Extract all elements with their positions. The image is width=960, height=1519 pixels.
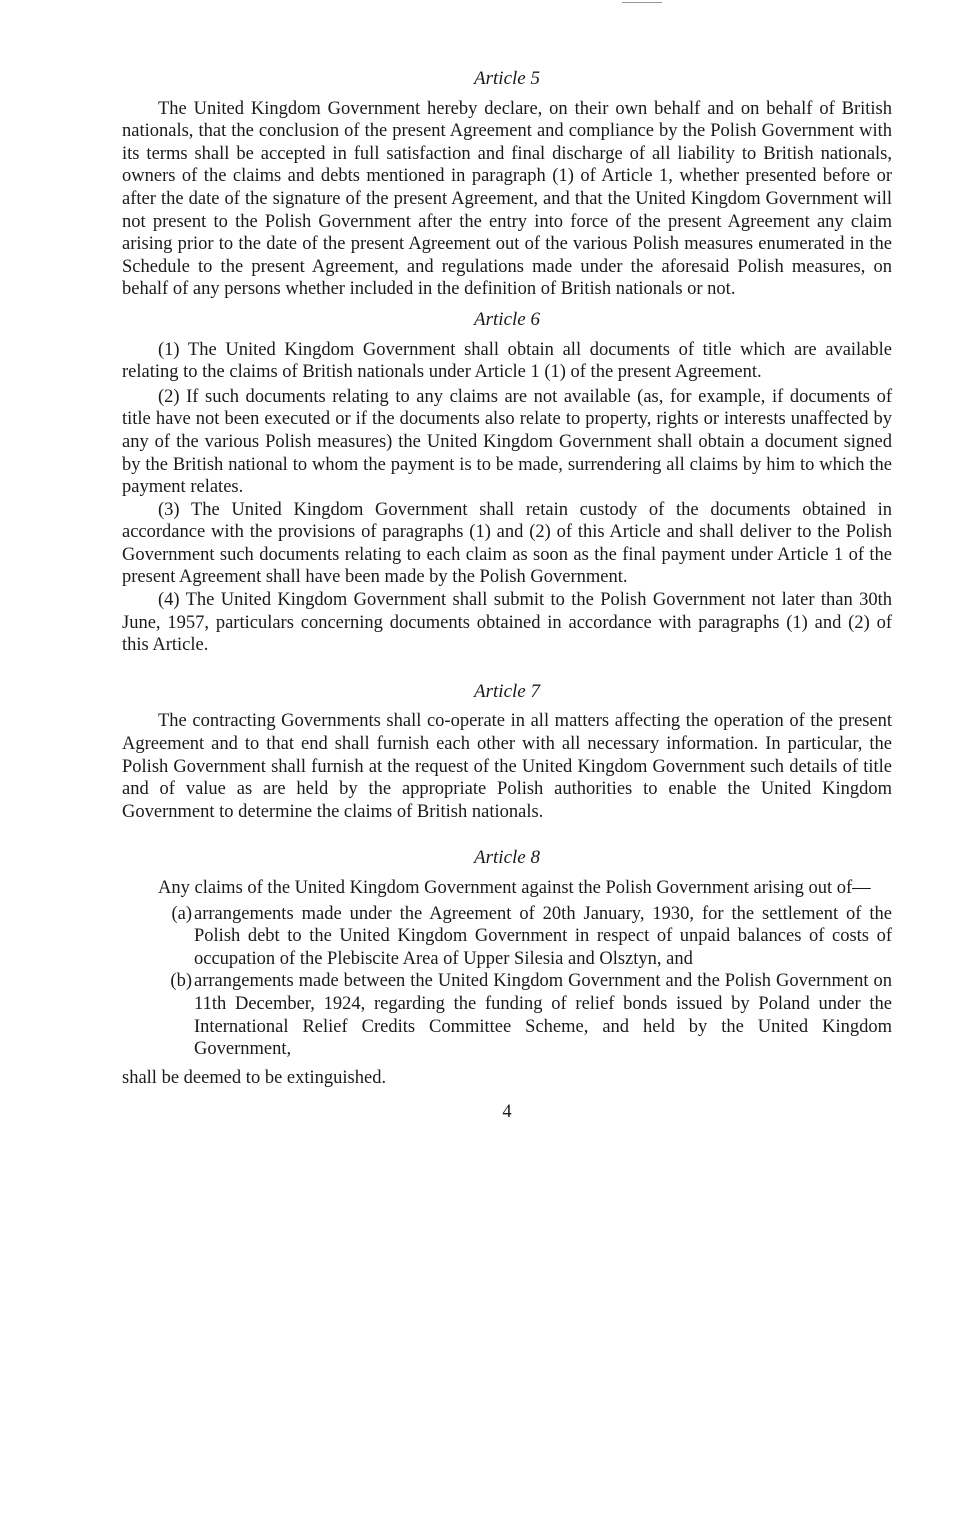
article-7-text: The contracting Governments shall co-operate in all matters affecting the operation of the present Agreement and to that end shall furnish each other with all necessary information. In particular, the Polish Government shall furnish at the request of the United Kingdom Government such details of title and of value as are held by the appropriate Polish authorities to enable the United Kingdom Government to determine the claims of British nationals. [122,711,892,822]
list-item-label: (b) [170,971,192,992]
list-item-text: arrangements made under the Agreement of 20th January, 1930, for the settlement of the Polish debt to the United Kingdom Government in respect of unpaid balances of costs of occupation of the Plebiscite Area of Upper Silesia and Olsztyn, and [194,903,892,969]
article-6-paragraph-2: (2) If such documents relating to any claims are not available (as, for example, if documents of title have not been executed or if the documents also relate to property, rights or interests unaffected by any of the various Polish measures) the United Kingdom Government shall obtain a document signed by the British national to whom the payment is to be made, surrendering all claims by him to which the payment relates. [122,386,892,498]
document-page [122,68,892,1124]
article-8-heading: Article 8 [474,847,540,869]
article-7-heading: Article 7 [474,680,540,702]
article-8-closing: shall be deemed to be extinguished. [122,1067,387,1088]
list-item [122,970,892,1060]
list-item [122,903,892,971]
article-6-paragraph-1: (1) The United Kingdom Government shall obtain all documents of title which are available relating to the claims of British nationals under Article 1 (1) of the present Agreement. [122,339,892,383]
scan-mark [622,2,662,3]
article-8-list [122,903,892,1061]
list-item-label: (a) [171,903,192,924]
article-6-paragraph-3: (3) The United Kingdom Government shall retain custody of the documents obtained in accordance with the provisions of paragraphs (1) and (2) of this Article and shall deliver to the Polish Government such documents relating to each claim as soon as the final payment under Article 1 of the present Agreement shall have been made by the Polish Government. [122,499,892,588]
article-8-intro: Any claims of the United Kingdom Government against the Polish Government arising out of— [158,878,871,898]
article-5-heading: Article 5 [474,68,540,89]
page-number: 4 [502,1102,512,1123]
list-item-text: arrangements made between the United Kingdom Government and the Polish Government on 11th December, 1924, regarding the funding of relief bonds issued by Poland under the International Relief Credits Committee Scheme, and held by the United Kingdom Government, [194,971,892,1060]
article-6-heading: Article 6 [474,308,540,330]
article-6-paragraph-4: (4) The United Kingdom Government shall submit to the Polish Government not later than 30th June, 1957, particulars concerning documents obtained in accordance with paragraphs (1) and (2) of this Article. [122,590,892,656]
article-5-text: The United Kingdom Government hereby declare, on their own behalf and on behalf of British nationals, that the conclusion of the present Agreement and compliance by the Polish Government with its terms shall be accepted in full satisfaction and final discharge of all liability to British nationals, owners of the claims and debts mentioned in paragraph (1) of Article 1, whether presented before or after the date of the signature of the present Agreement, and that the United Kingdom Government will not present to the Polish Government after the entry into force of the present Agreement any claim arising prior to the date of the present Agreement out of the various Polish measures enumerated in the Schedule to the present Agreement, and regulations made under the aforesaid Polish measures, on behalf of any persons whether included in the definition of British nationals or not. [122,98,892,300]
